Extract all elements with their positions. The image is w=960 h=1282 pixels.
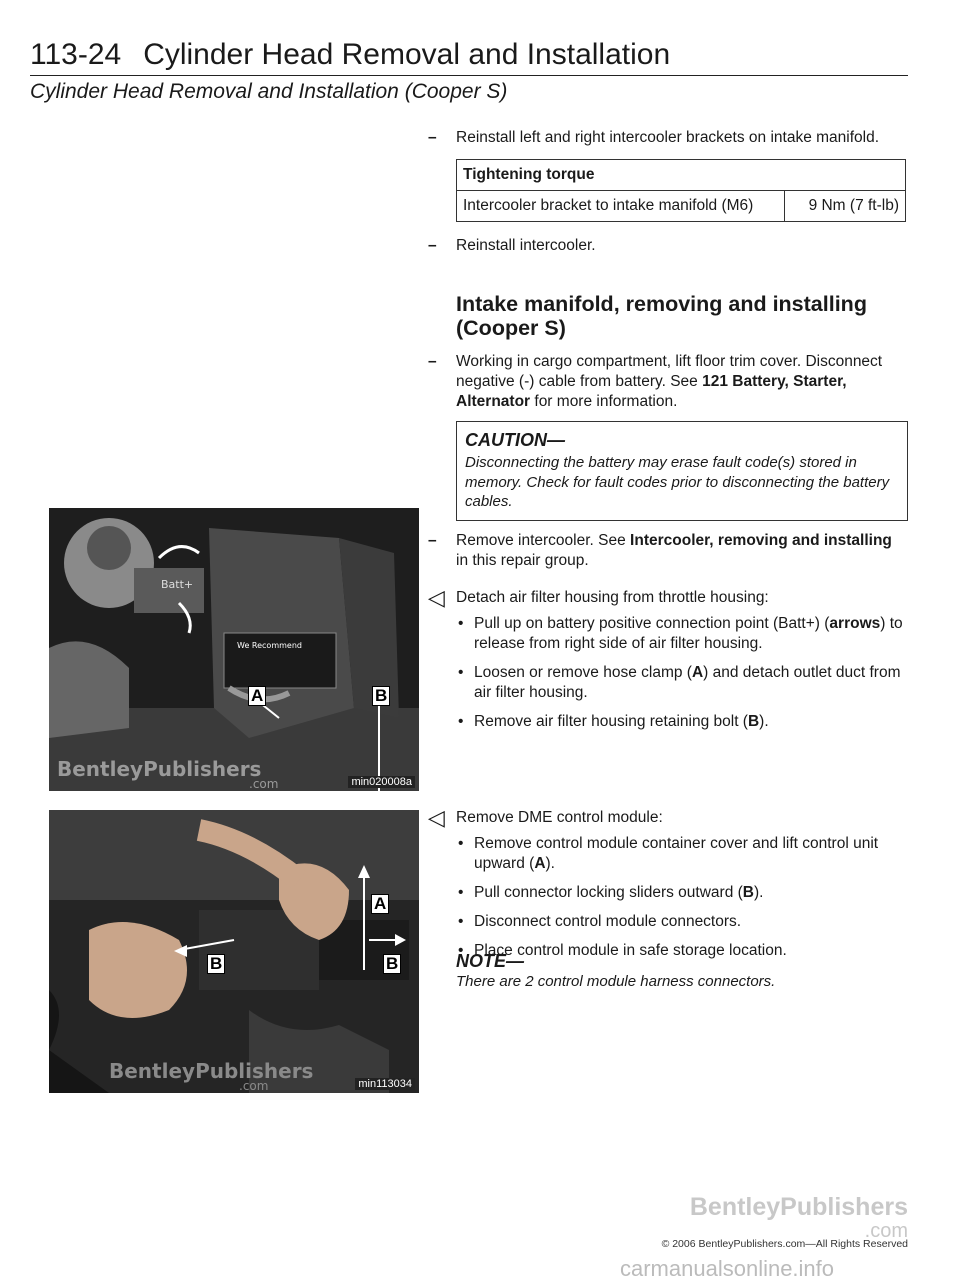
list-item [456, 834, 906, 874]
step-reinstall-intercooler [428, 236, 906, 256]
callout-b-right: B [383, 954, 401, 974]
torque-table-header: Tightening torque [457, 160, 906, 191]
site-watermark: carmanualsonline.info [620, 1256, 835, 1281]
torque-table [456, 159, 906, 222]
note-box [456, 951, 906, 991]
list-item [456, 663, 906, 703]
text-run: ) to release from right side of air filter housing. [474, 615, 903, 652]
section-subtitle: Cylinder Head Removal and Installation (Cooper S) [30, 80, 508, 103]
text-run: arrows [829, 615, 881, 632]
step-dash: – [428, 129, 437, 146]
batt-label: Batt+ [161, 578, 194, 591]
bullet-list [456, 834, 906, 961]
page-number: 113-24 [30, 38, 122, 71]
photo-watermark-com: .com [239, 1079, 269, 1093]
photo-air-filter-housing [49, 508, 419, 791]
photo-dme-module [49, 810, 419, 1093]
step-dash: – [428, 237, 437, 254]
step-remove-intercooler [428, 531, 906, 571]
text-run: Remove intercooler. See [456, 532, 631, 549]
text-run: ). [545, 855, 555, 872]
step-text [456, 531, 906, 571]
callout-a: A [371, 894, 389, 914]
step-dash: – [428, 532, 437, 549]
callout-a: A [248, 686, 266, 706]
list-item [456, 712, 906, 732]
step-detach-air-filter [428, 585, 906, 741]
section-heading: Intake manifold, removing and installing (Cooper S) [456, 292, 867, 340]
note-label: NOTE— [456, 951, 525, 971]
text-run: ) and detach outlet duct from air filter housing. [474, 664, 901, 701]
photo-code: min020008a [348, 776, 415, 788]
text-run: ). [759, 713, 769, 730]
step-disconnect-battery [428, 352, 906, 412]
step-text [456, 352, 906, 412]
caution-text: Disconnecting the battery may erase fault code(s) stored in memory. Check for fault codes prior to disconnecting the battery cables. [465, 454, 890, 510]
step-text: Remove DME control module: [456, 809, 663, 826]
arrow-left-icon: ◁ [428, 585, 445, 610]
torque-row-label: Intercooler bracket to intake manifold (M6) [457, 191, 785, 222]
text-run: Place control module in safe storage location. [474, 942, 787, 959]
torque-row-value: 9 Nm (7 ft-lb) [785, 191, 906, 222]
text-run: Loosen or remove hose clamp ( [474, 664, 692, 681]
bullet-list [456, 614, 906, 732]
text-run: B [747, 713, 760, 730]
step-text: Reinstall intercooler. [456, 237, 596, 254]
text-run: B [742, 884, 754, 901]
text-run: for more information. [530, 393, 678, 410]
step-remove-dme [428, 805, 906, 970]
list-item [456, 912, 906, 932]
text-run: ). [754, 884, 764, 901]
cross-reference: 121 Battery, Starter, Alternator [456, 373, 847, 410]
photo-watermark: BentleyPublishers [109, 1059, 314, 1083]
text-run: Remove control module container cover and lift control unit upward ( [474, 835, 879, 872]
text-run: Pull connector locking sliders outward ( [474, 884, 743, 901]
step-text: Reinstall left and right intercooler brackets on intake manifold. [456, 129, 880, 146]
text-run: A [534, 855, 546, 872]
copyright: © 2006 BentleyPublishers.com—All Rights Reserved [661, 1238, 908, 1250]
photo-illustration [49, 810, 419, 1093]
note-text: There are 2 control module harness connectors. [456, 973, 776, 990]
text-run: Remove air filter housing retaining bolt ( [474, 713, 748, 730]
photo-code: min113034 [355, 1078, 415, 1090]
callout-b: B [372, 686, 390, 706]
text-run: Pull up on battery positive connection point (Batt+) ( [474, 615, 830, 632]
caution-box [456, 421, 908, 521]
step-dash: – [428, 353, 437, 370]
step-reinstall-brackets [428, 128, 906, 148]
publisher-logo [690, 1195, 908, 1243]
arrow-left-icon: ◁ [428, 805, 445, 830]
step-text: Detach air filter housing from throttle housing: [456, 589, 769, 606]
logo-com: .com [864, 1220, 908, 1242]
chapter-title: Cylinder Head Removal and Installation [143, 38, 671, 71]
photo-illustration [49, 508, 419, 791]
caution-label: CAUTION— [465, 430, 565, 450]
text-run: Disconnect control module connectors. [474, 913, 742, 930]
list-item [456, 883, 906, 903]
callout-b-left: B [207, 954, 225, 974]
header-divider [30, 75, 908, 76]
photo-watermark-com: .com [249, 777, 279, 791]
text-run: in this repair group. [456, 552, 589, 569]
list-item [456, 614, 906, 654]
page-header [30, 38, 670, 72]
text-run: A [691, 664, 704, 681]
photo-watermark: BentleyPublishers [57, 757, 262, 781]
logo-text: BentleyPublishers [689, 1193, 908, 1221]
text-run: Working in cargo compartment, lift floor trim cover. Disconnect negative (-) cable from battery. See [456, 353, 883, 390]
cross-reference: Intercooler, removing and installing [630, 532, 892, 549]
sticker-text: We Recommend [237, 641, 302, 650]
